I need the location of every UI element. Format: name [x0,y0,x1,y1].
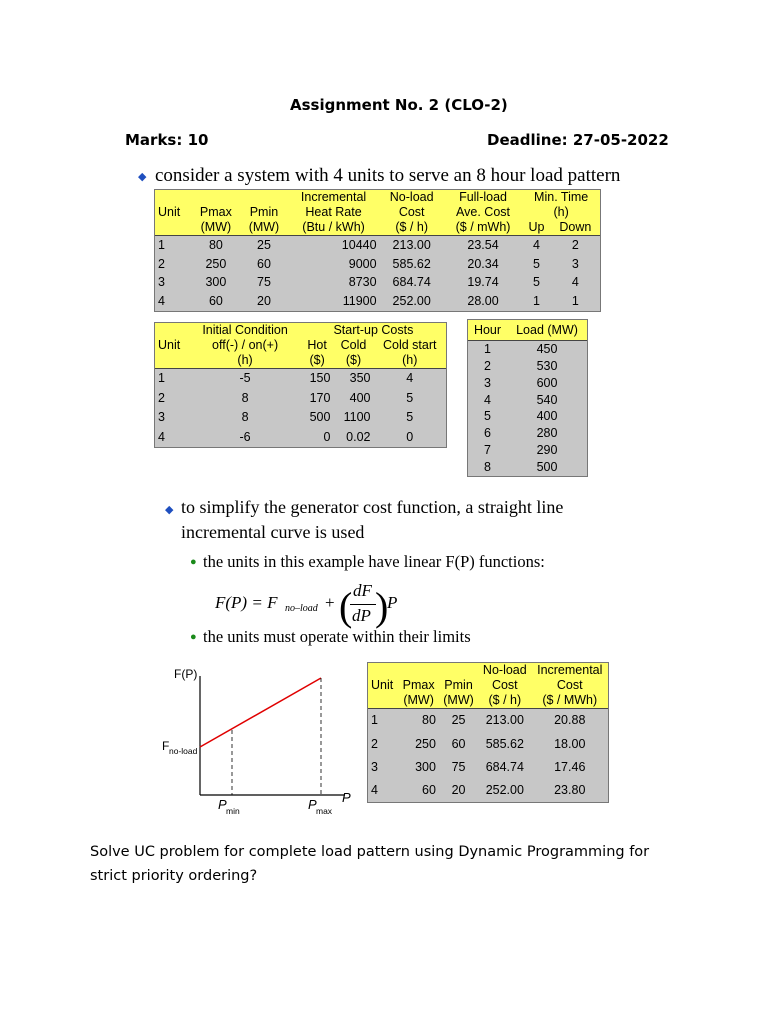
load-pattern-table [467,319,588,477]
col-header: Up [528,220,545,234]
col-header: Cold start [383,338,437,352]
cost-function-formula: F(P) = F no–load + ( dF dP ) P [215,581,398,629]
col-header: ($ / h) [488,693,522,707]
table-row: 3 300 75 684.74 17.46 [368,756,608,779]
table-row: 6 280 [468,425,587,442]
col-header: ($ / MWh) [542,693,598,707]
col-header: off(-) / on(+) [212,338,279,352]
col-header: No-load [389,190,434,204]
col-header: (Btu / kWh) [302,220,365,234]
marks-label: Marks: 10 [125,131,209,149]
col-header: (h) [402,353,418,367]
col-header: (MW) [443,693,474,707]
y-axis-label: F(P) [174,667,198,681]
initial-condition-table [154,322,447,448]
cost-table [367,662,609,803]
col-header: Unit [371,678,394,692]
col-header: (h) [237,353,253,367]
table-row: 1 -5 150 350 4 [155,369,446,389]
question-line2: strict priority ordering? [90,868,258,884]
col-header: ($) [345,353,362,367]
table-row: 4 60 20 252.00 23.80 [368,779,608,802]
col-header: Pmin [444,678,473,692]
table-row: 7 290 [468,442,587,459]
table-row: 2 250 60 9000 585.62 20.34 5 3 [155,255,600,274]
table-row: 2 530 [468,358,587,375]
simplify-text-line2: incremental curve is used [181,522,365,542]
col-header: Down [559,220,592,234]
col-header: Pmax [199,205,232,219]
table-row: 3 300 75 8730 684.74 19.74 5 4 [155,274,600,293]
simplify-text-line1: to simplify the generator cost function, a straight line [181,497,564,517]
cost-line [200,678,321,747]
table-row: 4 540 [468,392,587,409]
cost-curve-graph [160,662,360,822]
unit-characteristics-table [154,189,601,312]
col-header: Initial Condition [202,323,288,337]
col-header: (MW) [248,220,280,234]
table-row: 5 400 [468,409,587,426]
col-header: Incremental [537,663,603,677]
col-header: Hour [473,323,502,337]
col-header: ($ / mWh) [455,220,511,234]
table-row: 4 60 20 11900 252.00 28.00 1 1 [155,292,600,311]
dot-bullet-icon: ● [190,556,197,568]
assignment-title: Assignment No. 2 (CLO-2) [290,96,508,114]
col-header: Full-load [459,190,507,204]
deadline-label: Deadline: 27-05-2022 [487,131,669,149]
col-header: Cost [398,205,425,219]
pmax-sub: max [316,806,333,816]
table-row: 1 450 [468,341,587,358]
col-header: Incremental [300,190,367,204]
col-header: (MW) [403,693,434,707]
col-header: Heat Rate [305,205,362,219]
question-line1: Solve UC problem for complete load pattern using Dynamic Programming for [90,844,650,860]
table-row: 1 80 25 213.00 20.88 [368,709,608,733]
col-header: Cold [340,338,367,352]
col-header: Unit [158,205,181,219]
intro-text: consider a system with 4 units to serve an 8 hour load pattern [155,165,621,186]
col-header: Min. Time [534,190,589,204]
col-header: Hot [307,338,327,352]
col-header: ($) [309,353,325,367]
pmax-label: P [308,797,317,812]
pmin-label: P [218,797,227,812]
col-header: Load (MW) [516,323,578,337]
table-row: 3 600 [468,375,587,392]
x-axis-label: P [342,790,351,805]
col-header: No-load [482,663,527,677]
col-header: ($ / h) [395,220,428,234]
col-header: Pmin [249,205,279,219]
question-text [90,840,730,888]
fnoload-label: F [162,739,170,753]
table-row: 4 -6 0 0.02 0 [155,428,446,447]
col-header: Start-up Costs [333,323,414,337]
table-row: 2 250 60 585.62 18.00 [368,732,608,755]
table-row: 3 8 500 1100 5 [155,408,446,427]
linear-text: the units in this example have linear F(P) functions: [203,552,545,571]
col-header: Unit [158,338,181,352]
col-header: Ave. Cost [456,205,511,219]
col-header: Pmax [402,678,435,692]
col-header: Cost [491,678,518,692]
col-header: Cost [556,678,583,692]
diamond-bullet-icon: ◆ [165,504,174,516]
table-row: 1 80 25 10440 213.00 23.54 4 2 [155,236,600,255]
fnoload-sub: no-load [169,746,198,756]
col-header: (MW) [200,220,232,234]
pmin-sub: min [226,806,240,816]
limits-text: the units must operate within their limits [203,627,471,646]
table-row: 8 500 [468,459,587,476]
diamond-bullet-icon: ◆ [138,171,147,183]
dot-bullet-icon: ● [190,631,197,643]
col-header: (h) [553,205,569,219]
table-row: 2 8 170 400 5 [155,389,446,408]
